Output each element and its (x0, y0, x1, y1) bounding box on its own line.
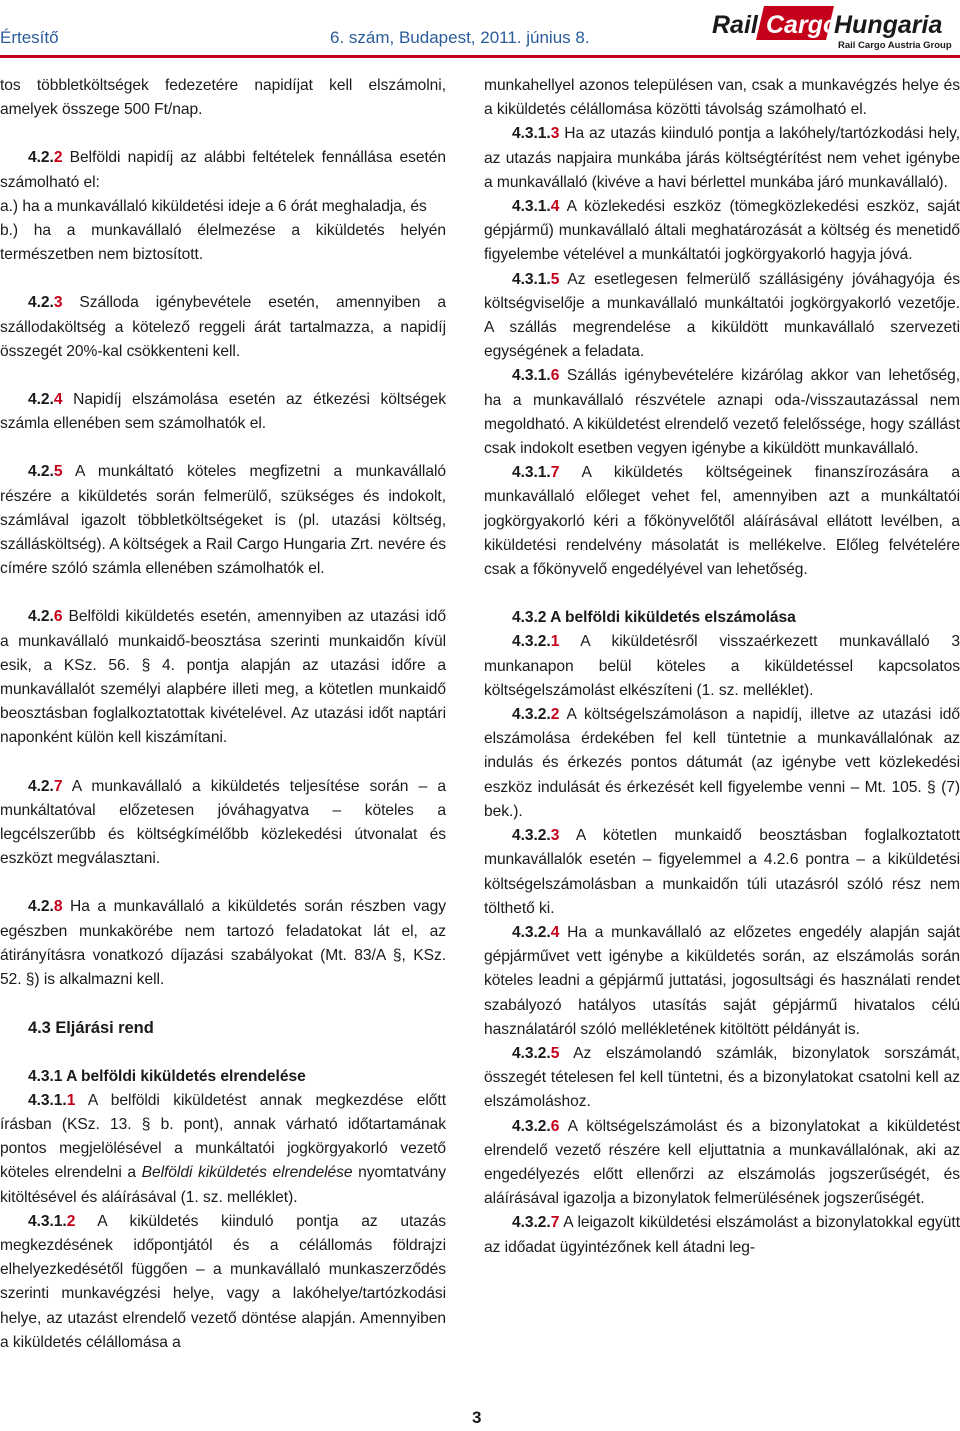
heading-4-3-1: 4.3.1 A belföldi kiküldetés elrendelése (28, 1067, 306, 1085)
logo-cargo-text: Cargo (766, 11, 839, 39)
section-4-2-6: 4.2.6 Belföldi kiküldetés esetén, amennyiben az utazási idő a munkavállaló munkaidő-beosztása szerinti munkaidőn kívül esik, a KSz. 56. § 4. pontja alapján az utazási időre a munkavállalót személyi alapbére illeti meg, a kötetlen munkaidő beosztásban foglalkoztatottak kivételével. Az utazási időt naptári naponként külön kell kiszámítani. (0, 608, 446, 747)
condition-b: b.) ha a munkavállaló élelmezése a kiküldetés helyén természetben nem biztosított. (0, 222, 446, 264)
rail-cargo-hungaria-logo (712, 6, 960, 50)
right-paragraph: munkahellyel azonos településen van, csak a munkavégzés helye és a kiküldetés célállomása közötti távolság számolható el. (484, 77, 960, 119)
section-4-2-4: 4.2.4 Napidíj elszámolása esetén az étkezési költségek számla ellenében sem számolhatók el. (0, 391, 446, 433)
section-4-3-2-7: 4.3.2.7 A leigazolt kiküldetési elszámolást a bizonylatokkal együtt az időadat ügyintézőnek kell átadni leg- (484, 1214, 960, 1256)
section-4-3-2-3: 4.3.2.3 A kötetlen munkaidő beosztásban foglalkoztatott munkavállalók esetén – figyelemmel a 4.2.6 pontra – a kiküldetési költségelszámolásban a munkaidőn túli utazásról szóló rész nem tölthető ki. (484, 827, 960, 917)
section-4-3-1-4: 4.3.1.4 A közlekedési eszköz (tömegközlekedési eszköz, saját gépjármű) munkavállaló általi meghatározását a költség és menetidő figyelembe vételével a munkáltatói jogkörgyakorló hagyja jóvá. (484, 198, 960, 264)
section-4-3-2-5: 4.3.2.5 Az elszámolandó számlák, bizonylatok sorszámát, összegét tételesen fel kell tüntetni, és a bizonylatokat csatolni kell az elszámoláshoz. (484, 1044, 960, 1111)
section-4-3-2-4: 4.3.2.4 Ha a munkavállaló az előzetes engedély alapján saját gépjárművet vett igénybe a kiküldetés során, az elszámolás során köteles leadni a gépjármű juttatási, jogosultsági és használati rendet szabályozó hatályos utasítás saját gépjármű hivatalos célú használatáról szóló mellékletének kitöltött példányát is. (484, 923, 960, 1038)
section-4-3-1-2: 4.3.1.2 A kiküldetés kiinduló pontja az utazás megkezdésének időpontjától és a célállomás földrajzi elhelyezkedésétől függően – a munkavállaló munkaszerződés szerinti munkavégzési helye, vagy a lakóhelye/tartózkodási helye, az utazást elrendelő vezető döntése alapján. Amennyiben a kiküldetés célállomása a (0, 1212, 446, 1351)
logo-rail-text: Rail (712, 11, 758, 39)
section-4-2-8: 4.2.8 Ha a munkavállaló a kiküldetés során részben vagy egészben munkakörébe nem tartozó feladatokat lát el, az átirányításra vonatkozó díjazási szabályokat (Mt. 83/A §, KSz. 52. §) is alkalmazni kell. (0, 898, 446, 989)
left-paragraph: tos többletköltségek fedezetére napidíjat kell elszámolni, amelyek összege 500 Ft/nap. (0, 77, 446, 119)
header-rule (0, 55, 960, 58)
section-4-3-1-1: 4.3.1.1 A belföldi kiküldetést annak megkezdése előtt írásban (KSz. 13. § b. pont), annak várható időtartamának pontos megjelölésével a munkáltatói jogkörgyakorló vezető köteles elrendelni a Belföldi kiküldetés elrendelése nyomtatvány kitöltésével és aláírásával (1. sz. melléklet). (0, 1091, 446, 1206)
section-4-2-2: 4.2.2 Belföldi napidíj az alábbi feltételek fennállása esetén számolható el: (0, 149, 446, 191)
page-header (0, 0, 960, 58)
heading-4-3: 4.3 Eljárási rend (28, 1019, 154, 1038)
publication-title: Értesítő (0, 28, 59, 47)
section-4-2-5: 4.2.5 A munkáltató köteles megfizetni a munkavállaló részére a kiküldetés során felmerülő, szükséges és indokolt, számlával igazolt többletköltségeket is (pl. utazási költség, szállásköltség). A költségek a Rail Cargo Hungaria Zrt. nevére és címére szóló számla ellenében számolhatók el. (0, 463, 446, 578)
condition-a: a.) ha a munkavállaló kiküldetési ideje a 6 órát meghaladja, és (0, 197, 427, 215)
logo-hungaria-text: Hungaria (834, 11, 943, 39)
section-4-3-1-7: 4.3.1.7 A kiküldetés költségeinek finanszírozására a munkavállaló előleget vehet fel, amennyiben azt a munkáltatói jogkörgyakorló kéri a főkönyvelőtől aláírásával ellátott levélben, a kiküldetési rendelvény másolatát is mellékelve. Előleg felvételére csak a főkönyvelő engedélyével van lehetőség. (484, 464, 960, 579)
heading-4-3-2: 4.3.2 A belföldi kiküldetés elszámolása (512, 609, 796, 627)
section-4-3-1-6: 4.3.1.6 Szállás igénybevételére kizárólag akkor van lehetőség, ha a munkavállaló részvétele aznapi oda-/visszautazással nem megoldható. A kiküldetést elrendelő vezető felelőssége, hogy szállást csak indokolt esetben vegyen igénybe a kiküldött munkavállaló. (484, 367, 960, 458)
page-number: 3 (472, 1408, 482, 1427)
section-4-3-1-3: 4.3.1.3 Ha az utazás kiinduló pontja a lakóhely/tartózkodási hely, az utazás napjaira munkába járás költségtérítést nem vehet igénybe a munkavállaló (kivéve a havi bérlettel munkába járó munkavállaló). (484, 125, 960, 191)
section-4-3-1-5: 4.3.1.5 Az esetlegesen felmerülő szállásigény jóváhagyója és költségviselője a munkavállaló munkáltatói jogkörgyakorló vezetője. A szállás megrendelése a kiküldött munkavállaló szervezeti egységének a feladata. (484, 270, 960, 361)
section-4-3-2-6: 4.3.2.6 A költségelszámolást és a bizonylatokat a kiküldetést elrendelő vezető részére kell eljuttatnia a munkavállalónak, aki az engedélyezés előtt ellenőrzi az elszámolás jogszerűségét, és aláírásával igazolja a bizonylatok felmerülésének jogszerűségét. (484, 1117, 960, 1208)
right-column (484, 74, 960, 1260)
issue-info: 6. szám, Budapest, 2011. június 8. (330, 28, 590, 47)
section-4-3-2-1: 4.3.2.1 A kiküldetésről visszaérkezett munkavállaló 3 munkanapon belül köteles a kiküldetéssel kapcsolatos költségelszámolást elkészíteni (1. sz. melléklet). (484, 633, 960, 699)
logo-group-text: Rail Cargo Austria Group (838, 40, 952, 50)
section-4-2-7: 4.2.7 A munkavállaló a kiküldetés teljesítése során – a munkáltatóval előzetesen jóváhagyatva – köteles a legcélszerűbb és költségkímélőbb közlekedési útvonalat és eszközt megválasztani. (0, 777, 446, 868)
section-4-3-2-2: 4.3.2.2 A költségelszámoláson a napidíj, illetve az utazási idő elszámolása érdekében fel kell tüntetnie a munkavállalónak az indulás és érkezés pontos dátumát (az igénybe vett közlekedési eszköz indulását és érkezését kell figyelembe venni – Mt. 105. § (7) bek.). (484, 706, 960, 820)
section-4-2-3: 4.2.3 Szálloda igénybevétele esetén, amennyiben a szállodaköltség a kötelező reggeli árát tartalmazza, a napidíj összegét 20%-kal csökkenteni kell. (0, 294, 446, 360)
left-column (0, 74, 446, 1355)
